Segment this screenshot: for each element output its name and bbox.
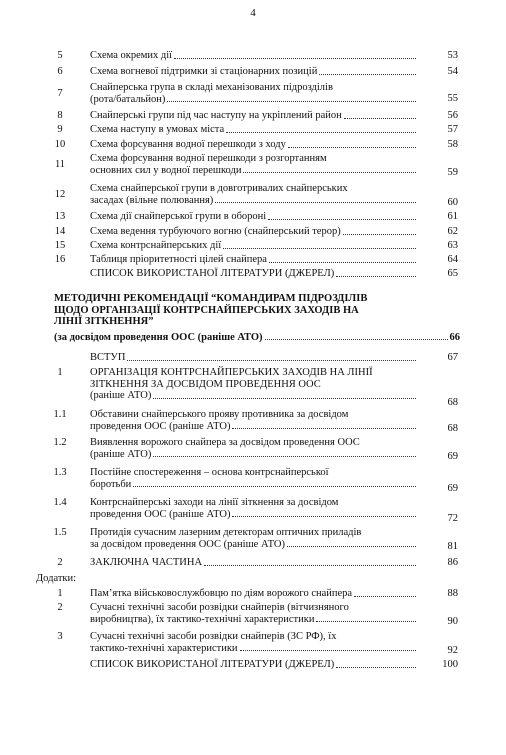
entry-title: Схема дії снайперської групи в обороні <box>90 211 418 223</box>
entry-number: 7 <box>57 88 63 99</box>
entry-page: 68 <box>447 423 458 434</box>
entry-page: 57 <box>447 124 458 135</box>
entry-title: Схема форсування водної перешкоди з ходу <box>90 139 418 151</box>
entry-number: 5 <box>57 50 63 61</box>
entry-page: 72 <box>447 513 458 524</box>
entry-page: 88 <box>447 588 458 599</box>
entry-number: 8 <box>57 110 63 121</box>
entry-number: 12 <box>54 189 66 200</box>
entry-title: Таблиця пріоритетності цілей снайпера <box>90 254 418 266</box>
entry-page: 56 <box>447 110 458 121</box>
entry-number: 1.2 <box>53 437 67 448</box>
entry-number: 1.1 <box>53 409 67 420</box>
entry-page: 65 <box>447 268 458 279</box>
entry-page: 59 <box>447 167 458 178</box>
entry-title: ОРГАНІЗАЦІЯ КОНТРСНАЙПЕРСЬКИХ ЗАХОДІВ НА ЛІНІЇ ЗІТКНЕННЯ ЗА ДОСВІДОМ ПРОВЕДЕННЯ ООС (раніше АТО) <box>90 367 418 402</box>
entry-number: 16 <box>54 254 66 265</box>
entry-page: 90 <box>447 616 458 627</box>
entry-page: 92 <box>447 645 458 656</box>
entry-page: 69 <box>447 451 458 462</box>
section-heading: МЕТОДИЧНІ РЕКОМЕНДАЦІЇ “КОМАНДИРАМ ПІДРОЗДІЛІВ ЩОДО ОРГАНІЗАЦІЇ КОНТРСНАЙПЕРСЬКИХ ЗАХОДІВ НА ЛІНІЇ ЗІТКНЕННЯ” <box>54 293 368 327</box>
entry-number: 15 <box>54 240 66 251</box>
entry-title: СПИСОК ВИКОРИСТАНОЇ ЛІТЕРАТУРИ (ДЖЕРЕЛ) <box>90 659 418 671</box>
entry-title: Схема снайперської групи в довготривалих снайперських засадах (вільне полювання) <box>90 183 418 206</box>
entry-number: 1.3 <box>53 467 67 478</box>
entry-title: ВСТУП <box>90 352 418 364</box>
entry-page: 54 <box>447 66 458 77</box>
entry-title: Снайперська група в складі механізованих підрозділів (рота/батальйон) <box>90 82 418 105</box>
entry-title: Схема вогневої підтримки зі стаціонарних позицій <box>90 66 418 78</box>
entry-title: Схема наступу в умовах міста <box>90 124 418 136</box>
entry-title: Схема окремих дії <box>90 50 418 62</box>
entry-number: 13 <box>54 211 66 222</box>
entry-number: 10 <box>54 139 66 150</box>
entry-number: 1 <box>57 588 63 599</box>
entry-title: Сучасні технічні засоби розвідки снайперів (ЗС РФ), їх тактико-технічні характеристики <box>90 631 418 654</box>
entry-page: 55 <box>447 93 458 104</box>
entry-title: Постійне спостереження – основа контрснайперської боротьби <box>90 467 418 490</box>
entry-title: Схема ведення турбуючого вогню (снайперський терор) <box>90 226 418 238</box>
entry-title: Обставини снайперського прояву противника за досвідом проведення ООС (раніше АТО) <box>90 409 418 432</box>
entry-page: 60 <box>447 197 458 208</box>
entry-page: 68 <box>447 397 458 408</box>
entry-page: 63 <box>447 240 458 251</box>
entry-title: Схема контрснайперських дії <box>90 240 418 252</box>
subheading-page: 66 <box>449 332 460 343</box>
entry-number: 9 <box>57 124 63 135</box>
entry-page: 61 <box>447 211 458 222</box>
entry-title: Пам’ятка військовослужбовцю по діям ворожого снайпера <box>90 588 418 600</box>
entry-number: 1.5 <box>53 527 67 538</box>
page-number: 4 <box>250 7 256 19</box>
section-subheading: (за досвідом проведення ООС (раніше АТО) 66 <box>54 332 460 343</box>
entry-page: 100 <box>442 659 458 670</box>
entry-page: 62 <box>447 226 458 237</box>
entry-number: 6 <box>57 66 63 77</box>
entry-number: 2 <box>57 557 63 568</box>
entry-number: 2 <box>57 602 63 613</box>
entry-page: 67 <box>447 352 458 363</box>
entry-title: Схема форсування водної перешкоди з розгортанням основних сил у водної перешкоди <box>90 153 418 176</box>
entry-page: 69 <box>447 483 458 494</box>
entry-title: Снайперські групи під час наступу на укріплений район <box>90 110 418 122</box>
entry-number: 3 <box>57 631 63 642</box>
entry-page: 86 <box>447 557 458 568</box>
entry-number: 1.4 <box>53 497 67 508</box>
entry-title: Сучасні технічні засоби розвідки снайперів (вітчизняного виробництва), їх тактико-технічні характеристики <box>90 602 418 625</box>
entry-title: Виявлення ворожого снайпера за досвідом проведення ООС (раніше АТО) <box>90 437 418 460</box>
entry-title: Протидія сучасним лазерним детекторам оптичних приладів за досвідом проведення ООС (раніше АТО) <box>90 527 418 550</box>
entry-page: 64 <box>447 254 458 265</box>
entry-number: 1 <box>57 367 63 378</box>
entry-title: СПИСОК ВИКОРИСТАНОЇ ЛІТЕРАТУРИ (ДЖЕРЕЛ) <box>90 268 418 280</box>
entry-page: 81 <box>447 541 458 552</box>
entry-number: 11 <box>54 159 66 170</box>
entry-title: ЗАКЛЮЧНА ЧАСТИНА <box>90 557 418 569</box>
entry-title: Контрснайперські заходи на лінії зіткнення за досвідом проведення ООС (раніше АТО) <box>90 497 418 520</box>
entry-number: 14 <box>54 226 66 237</box>
entry-page: 53 <box>447 50 458 61</box>
entry-page: 58 <box>447 139 458 150</box>
